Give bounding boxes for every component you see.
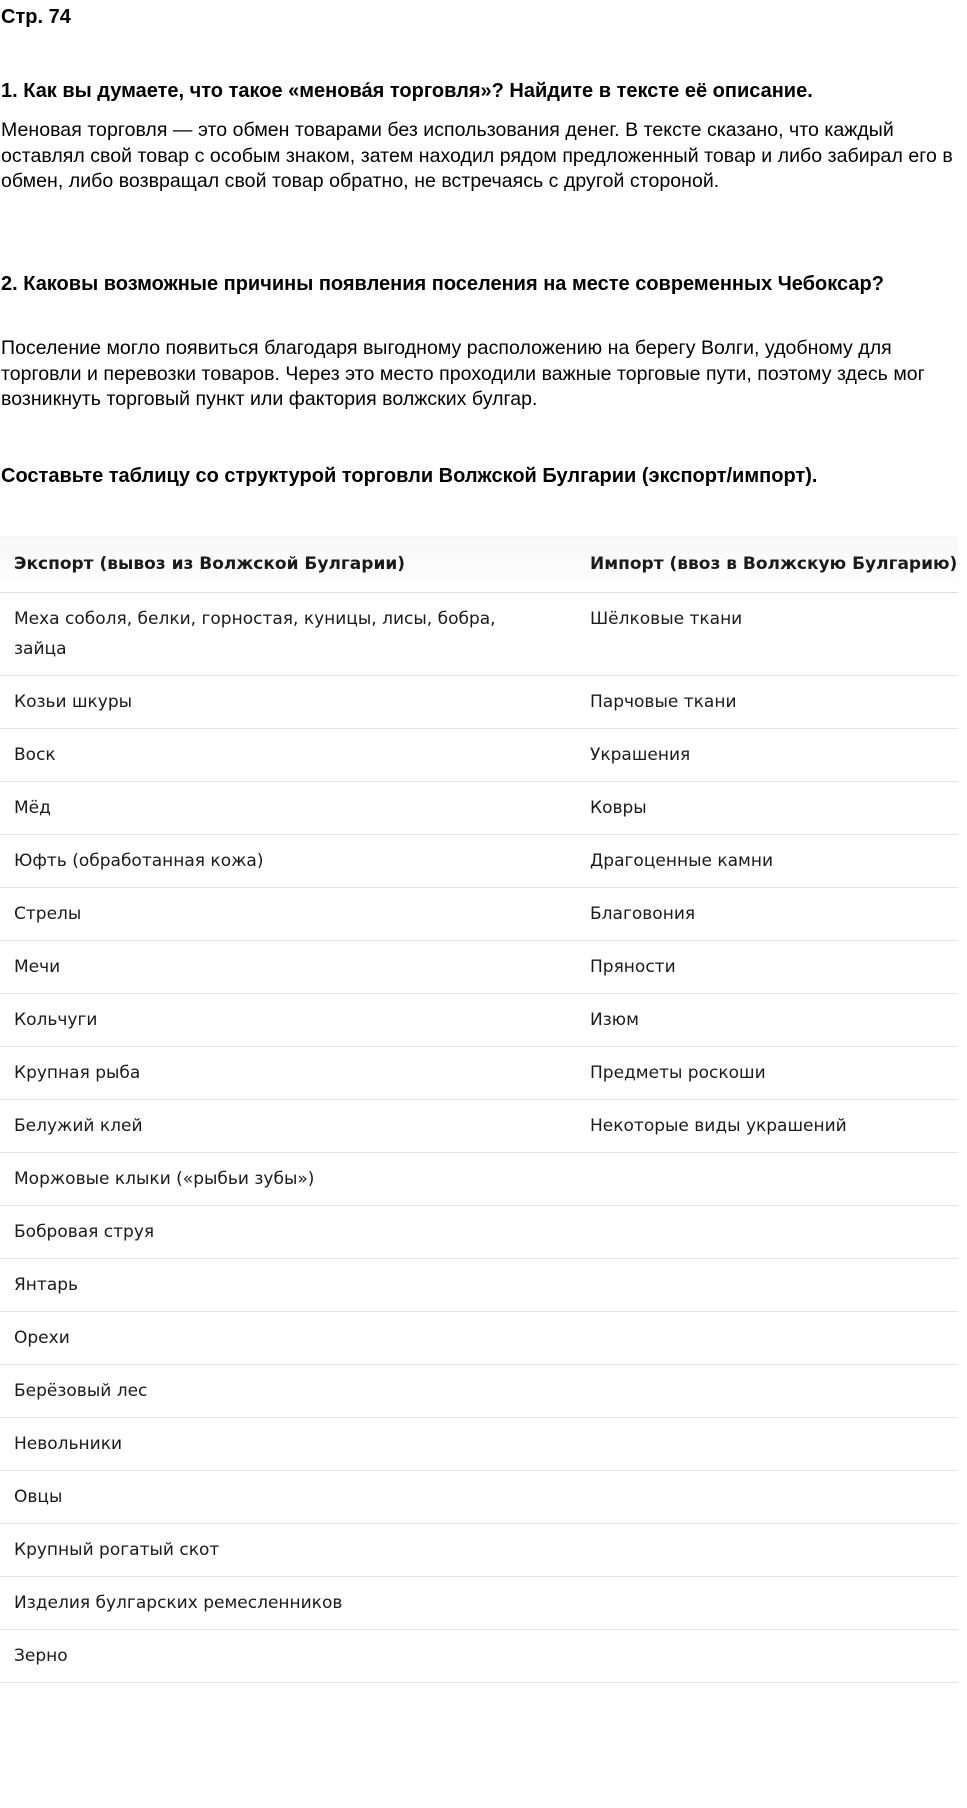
table-row	[0, 941, 958, 994]
table-row	[0, 1153, 958, 1206]
cell-export: Белужий клей	[14, 1116, 143, 1136]
cell-import	[576, 1577, 958, 1629]
cell-export: Невольники	[14, 1434, 123, 1454]
cell-export: Моржовые клыки («рыбьи зубы»)	[14, 1169, 315, 1189]
cell-export: Крупная рыба	[14, 1063, 141, 1083]
cell-import	[576, 1206, 958, 1258]
cell-import	[576, 1524, 958, 1576]
cell-import: Изюм	[590, 1010, 639, 1030]
question-2-answer: Поселение могло появиться благодаря выгодному расположению на берегу Волги, удобному для торговли и перевозки товаров. Через это место проходили важные торговые пути, поэтому здесь мог возникнуть торговый пункт или фактория волжских булгар.	[1, 337, 925, 410]
cell-export: Бобровая струя	[14, 1222, 155, 1242]
question-1-heading: 1. Как вы думаете, что такое «менова́я торговля»? Найдите в тексте её описание.	[1, 80, 813, 102]
table-row	[0, 1206, 958, 1259]
cell-import: Шёлковые ткани	[590, 609, 743, 629]
table-row	[0, 1312, 958, 1365]
cell-import	[576, 1153, 958, 1205]
table-row	[0, 1100, 958, 1153]
table-body	[0, 593, 958, 1683]
cell-import	[576, 1365, 958, 1417]
table-row	[0, 593, 958, 676]
table-row	[0, 1524, 958, 1577]
cell-export: Орехи	[14, 1328, 70, 1348]
question-2-heading: 2. Каковы возможные причины появления поселения на месте современных Чебоксар?	[1, 273, 884, 295]
cell-export: Стрелы	[14, 904, 82, 924]
cell-import: Драгоценные камни	[590, 851, 774, 871]
table-row	[0, 782, 958, 835]
trade-table	[0, 536, 958, 1683]
header-import: Импорт (ввоз в Волжскую Булгарию)	[590, 554, 958, 574]
table-row	[0, 1418, 958, 1471]
table-row	[0, 1259, 958, 1312]
cell-export: Меха соболя, белки, горностая, куницы, лисы, бобра, зайца	[14, 609, 496, 659]
cell-export: Воск	[14, 745, 56, 765]
cell-import: Украшения	[590, 745, 691, 765]
table-row	[0, 1577, 958, 1630]
table-header-row	[0, 536, 958, 593]
table-row	[0, 994, 958, 1047]
cell-import: Благовония	[590, 904, 696, 924]
table-row	[0, 1365, 958, 1418]
cell-export: Юфть (обработанная кожа)	[14, 851, 264, 871]
cell-import: Некоторые виды украшений	[590, 1116, 847, 1136]
page-title: Стр. 74	[1, 6, 71, 28]
header-export: Экспорт (вывоз из Волжской Булгарии)	[14, 554, 406, 574]
table-task-heading: Составьте таблицу со структурой торговли Волжской Булгарии (экспорт/импорт).	[1, 465, 818, 487]
question-1-answer: Меновая торговля — это обмен товарами без использования денег. В тексте сказано, что каждый оставлял свой товар с особым знаком, затем находил рядом предложенный товар и либо забирал его в обмен, либо возвращал свой товар обратно, не встречаясь с другой стороной.	[1, 119, 953, 192]
cell-import: Парчовые ткани	[590, 692, 737, 712]
cell-import	[576, 1630, 958, 1682]
cell-import	[576, 1418, 958, 1470]
table-row	[0, 835, 958, 888]
cell-export: Мечи	[14, 957, 61, 977]
cell-export: Мёд	[14, 798, 51, 818]
cell-import: Предметы роскоши	[590, 1063, 766, 1083]
cell-export: Козьи шкуры	[14, 692, 133, 712]
cell-export: Зерно	[14, 1646, 68, 1666]
table-row	[0, 1471, 958, 1524]
cell-export: Овцы	[14, 1487, 63, 1507]
table-row	[0, 676, 958, 729]
cell-export: Изделия булгарских ремесленников	[14, 1593, 343, 1613]
table-row	[0, 729, 958, 782]
cell-export: Берёзовый лес	[14, 1381, 148, 1401]
cell-import	[576, 1259, 958, 1311]
cell-import: Ковры	[590, 798, 647, 818]
table-row	[0, 1630, 958, 1683]
cell-export: Кольчуги	[14, 1010, 98, 1030]
cell-import	[576, 1471, 958, 1523]
cell-import: Пряности	[590, 957, 676, 977]
cell-import	[576, 1312, 958, 1364]
cell-export: Янтарь	[14, 1275, 79, 1295]
table-row	[0, 1047, 958, 1100]
table-row	[0, 888, 958, 941]
cell-export: Крупный рогатый скот	[14, 1540, 220, 1560]
